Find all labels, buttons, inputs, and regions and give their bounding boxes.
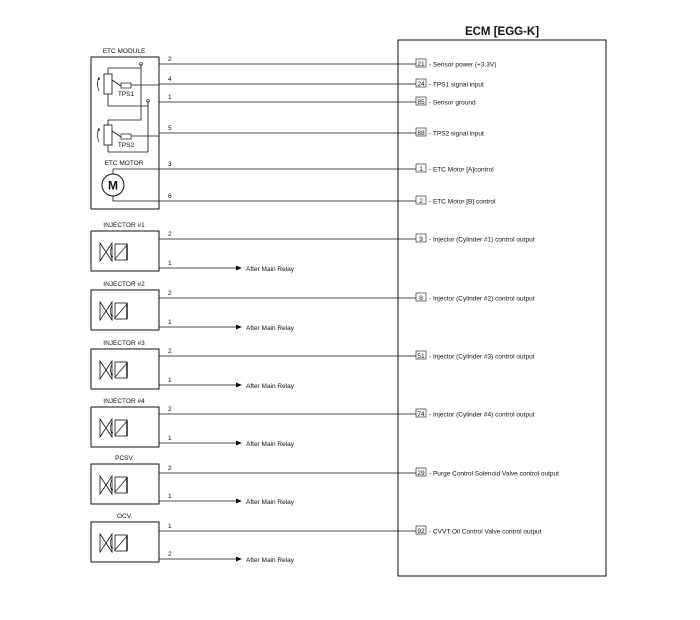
ecm-pin-number: 92 — [417, 528, 425, 535]
arrow-right-icon — [236, 557, 242, 562]
wire-comp-pin: 3 — [168, 161, 172, 168]
arrow-right-icon — [236, 266, 242, 271]
relay-label: After Main Relay — [246, 499, 295, 506]
relay-label: After Main Relay — [246, 383, 295, 390]
ecm-pin-label: - TPS1 signal input — [429, 81, 484, 89]
wire-comp-pin: 2 — [168, 348, 172, 355]
arrow-right-icon — [236, 499, 242, 504]
component-6 — [91, 513, 295, 564]
relay-pin: 1 — [168, 319, 172, 326]
ecm-pin-label: - Injector (Cylinder #2) control output — [429, 295, 535, 303]
ecm-pin-number: 2 — [419, 198, 423, 205]
wire-comp-pin: 2 — [168, 465, 172, 472]
arrow-right-icon — [236, 441, 242, 446]
relay-pin: 1 — [168, 260, 172, 267]
arrow-right-icon — [236, 325, 242, 330]
wire-comp-pin: 1 — [168, 94, 172, 101]
relay-label: After Main Relay — [246, 325, 295, 332]
component-2 — [91, 281, 295, 332]
component-5 — [91, 455, 295, 506]
relay-pin: 1 — [168, 435, 172, 442]
component-title: OCV — [116, 513, 132, 520]
component-4 — [91, 398, 295, 448]
ecm-pin-label: - Injector (Cylinder #3) control output — [429, 353, 535, 361]
ecm-pin-number: 88 — [417, 130, 425, 137]
ecm-pin-number: 74 — [417, 411, 425, 418]
ecm-pin-number: 51 — [417, 353, 425, 360]
relay-pin: 1 — [168, 377, 172, 384]
wire-comp-pin: 5 — [168, 125, 172, 132]
ecm-pin-label: - CVVT Oil Control Valve control output — [429, 528, 542, 536]
ecm-box — [398, 40, 606, 576]
etc-module-box — [91, 57, 159, 209]
component-title: INJECTOR #4 — [103, 398, 145, 405]
wire-comp-pin: 2 — [168, 231, 172, 238]
motor-symbol: M — [108, 178, 118, 193]
component-title: INJECTOR #2 — [103, 281, 145, 288]
relay-label: After Main Relay — [246, 557, 295, 564]
wire-comp-pin: 2 — [168, 290, 172, 297]
component-1 — [91, 222, 295, 273]
relay-label: After Main Relay — [246, 441, 295, 448]
ecm-pin-label: - Sensor ground — [429, 99, 476, 107]
relay-pin: 2 — [168, 551, 172, 558]
ecm-pin-label: - ETC Motor [B] control — [429, 198, 496, 206]
component-title: PCSV — [115, 455, 133, 462]
ecm-pin-label: - Injector (Cylinder #4) control output — [429, 411, 535, 419]
ecm-pin-number: 1 — [419, 166, 423, 173]
wire-comp-pin: 2 — [168, 406, 172, 413]
wire-comp-pin: 6 — [168, 193, 172, 200]
component-title: INJECTOR #3 — [103, 340, 145, 347]
ecm-pin-number: 85 — [417, 99, 425, 106]
wire-comp-pin: 1 — [168, 523, 172, 530]
etc-motor-label: ETC MOTOR — [104, 160, 144, 167]
relay-label: After Main Relay — [246, 266, 295, 273]
ecm-pin-label: - Sensor power (+3.3V) — [429, 61, 497, 69]
ecm-pin-label: - TPS2 signal input — [429, 130, 484, 138]
arrow-right-icon — [236, 383, 242, 388]
tps2-label: TPS2 — [117, 142, 135, 149]
ecm-pin-number: 8 — [419, 295, 423, 302]
ecm-pin-label: - Purge Control Solenoid Valve control output — [429, 470, 559, 478]
ecm-pin-number: 29 — [417, 470, 425, 477]
ecm-pin-label: - ETC Motor [A]control — [429, 166, 494, 174]
etc-module-title: ETC MODULE — [102, 48, 146, 55]
component-title: INJECTOR #1 — [103, 222, 145, 229]
wire-comp-pin: 2 — [168, 56, 172, 63]
ecm-pin-number: 24 — [417, 81, 425, 88]
ecm-pin-number: 9 — [419, 236, 423, 243]
ecm-title: ECM [EGG-K] — [464, 26, 540, 38]
wire-comp-pin: 4 — [168, 76, 172, 83]
ecm-pin-label: - Injector (Cylinder #1) control output — [429, 236, 535, 244]
relay-pin: 1 — [168, 493, 172, 500]
tps1-label: TPS1 — [117, 91, 135, 98]
ecm-pin-number: 21 — [417, 61, 425, 68]
component-3 — [91, 340, 295, 390]
